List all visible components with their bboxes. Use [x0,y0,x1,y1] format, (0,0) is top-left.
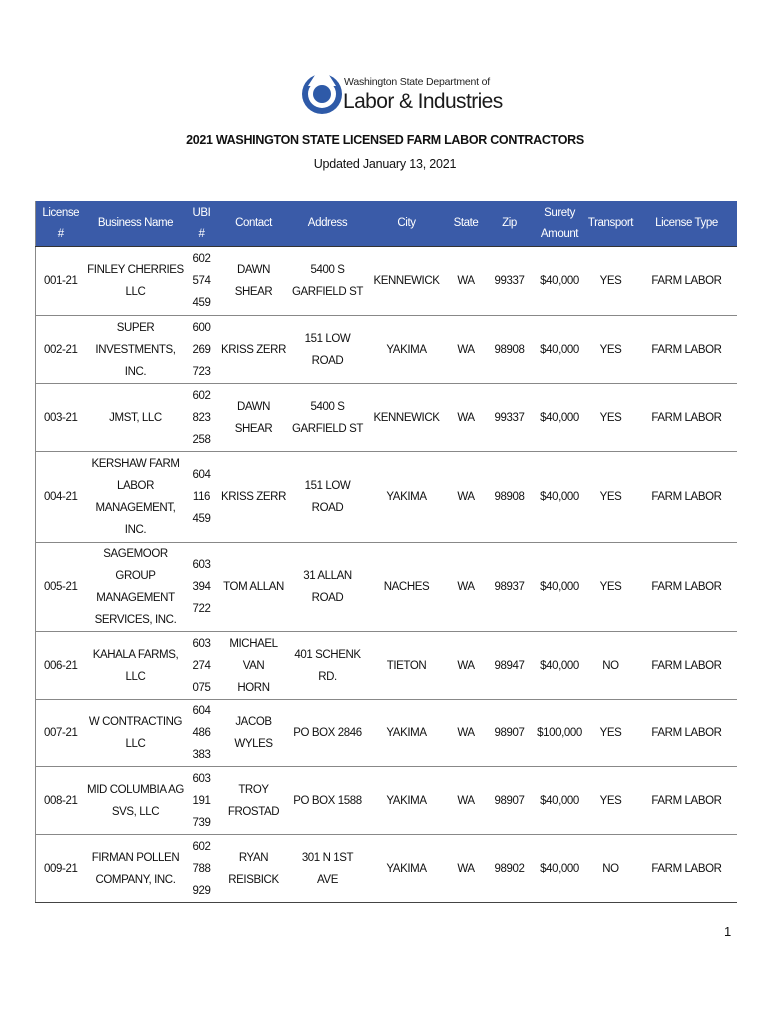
cell-zip [485,700,535,767]
cell-ubi-number [186,452,218,543]
cell-line: COMPANY, INC. [95,873,176,886]
cell-line: YAKIMA [386,343,427,356]
cell-line: W CONTRACTING [88,716,183,728]
cell-line: JACOB WYLES [234,716,273,750]
cell-business-name [86,767,186,835]
cell-address [290,632,366,700]
cell-line: YAKIMA [386,727,427,739]
cell-business-name [86,384,186,452]
cell-line: $40,000 [540,862,579,875]
cell-line: FARM LABOR [651,343,722,356]
cell-line: 151 LOW [304,480,351,492]
cell-line: YES [599,727,622,739]
cell-line: FARM LABOR [651,275,722,287]
table-header-row [36,201,737,247]
cell-line: $40,000 [540,275,579,287]
cell-line: KERSHAW FARM [91,458,180,470]
cell-line: Amount [540,227,579,240]
page-number: 1 [724,924,732,939]
cell-zip [485,543,535,632]
cell-line: TOM ALLAN [223,581,284,593]
column-header-state [448,201,485,247]
cell-line: WA [457,491,475,503]
cell-line: YES [599,411,622,424]
cell-line: SERVICES, INC. [94,614,177,626]
cell-license-type [637,452,737,543]
cell-line: Contact [235,217,272,229]
cell-line: FROSTAD [227,805,280,818]
cell-line: 604 [192,469,211,481]
cell-line: PO BOX 2846 [293,727,362,739]
cell-address [290,316,366,384]
cell-surety-amount [535,316,585,384]
cell-contact [218,384,290,452]
cell-contact [218,316,290,384]
cell-address [290,700,366,767]
cell-line: 401 SCHENK [294,648,361,661]
cell-line: KRISS ZERR [220,491,286,503]
cell-line: FARM LABOR [651,581,722,593]
cell-state [448,247,485,316]
cell-line: FARM LABOR [651,659,722,672]
cell-license-type [637,543,737,632]
table-row [36,247,737,316]
cell-license-number [36,835,86,903]
document-subtitle: Updated January 13, 2021 [313,157,457,171]
cell-address [290,247,366,316]
cell-line: WA [457,581,475,593]
cell-line: MANAGEMENT, [95,502,176,514]
cell-contact [218,835,290,903]
cell-surety-amount [535,452,585,543]
cell-license-number [36,632,86,700]
cell-ubi-number [186,543,218,632]
cell-line: 98908 [494,491,525,503]
cell-line: LLC [125,286,146,298]
cell-transport [585,384,637,452]
lni-logo [300,60,503,126]
table-row [36,700,737,767]
cell-transport [585,835,637,903]
cell-city [366,452,448,543]
cell-surety-amount [535,247,585,316]
cell-city [366,543,448,632]
cell-city [366,316,448,384]
cell-line: YAKIMA [386,794,427,807]
cell-line: LABOR [117,480,154,492]
table-row [36,452,737,543]
cell-line: 459 [192,297,211,309]
cell-city [366,384,448,452]
column-header-ubi-number [186,201,218,247]
cell-line: State [453,217,479,229]
cell-line: 98908 [494,343,525,356]
cell-contact [218,543,290,632]
cell-line: TROY [238,783,269,796]
cell-line: 723 [192,365,211,378]
cell-line: 383 [192,749,211,761]
cell-line: 98907 [494,727,525,739]
cell-state [448,316,485,384]
cell-line: FIRMAN POLLEN [91,851,180,864]
cell-ubi-number [186,247,218,316]
cell-line: YAKIMA [386,491,427,503]
cell-line: $40,000 [540,581,579,593]
cell-surety-amount [535,835,585,903]
cell-line: 788 [192,862,211,875]
cell-line: # [57,227,64,240]
cell-zip [485,835,535,903]
cell-line: $100,000 [537,727,582,739]
cell-line: 98907 [494,794,525,807]
cell-line: KAHALA FARMS, [92,648,179,661]
cell-line: FARM LABOR [651,491,722,503]
cell-line: 075 [192,681,211,694]
cell-line: 600 [192,321,211,334]
cell-line: License Type [655,217,718,229]
cell-contact [218,632,290,700]
cell-city [366,632,448,700]
cell-line: 269 [192,343,211,356]
cell-line: RYAN [238,851,269,864]
cell-line: 99337 [494,275,525,287]
cell-license-type [637,384,737,452]
cell-state [448,632,485,700]
cell-line: MICHAEL VAN [229,637,278,672]
cell-line: NO [602,862,619,875]
cell-address [290,452,366,543]
cell-line: WA [457,411,475,424]
cell-line: TIETON [386,659,427,672]
cell-ubi-number [186,700,218,767]
cell-contact [218,247,290,316]
cell-line: $40,000 [540,343,579,356]
cell-business-name [86,452,186,543]
cell-license-type [637,316,737,384]
cell-line: $40,000 [540,659,579,672]
cell-line: 301 N 1ST AVE [301,851,354,886]
cell-line: 98947 [494,659,525,672]
logo-department-text: Washington State Department of [344,76,490,88]
cell-city [366,835,448,903]
cell-line: Transport [587,217,634,229]
cell-state [448,543,485,632]
cell-line: ROAD [311,354,344,367]
logo-agency-name: Labor & Industries [343,90,503,113]
cell-line: PO BOX 1588 [293,794,362,807]
cell-transport [585,247,637,316]
cell-line: SUPER [116,321,155,334]
cell-surety-amount [535,767,585,835]
cell-line: FINLEY CHERRIES [87,264,184,276]
cell-line: 258 [192,433,211,446]
cell-line: YES [599,491,622,503]
cell-line: 603 [192,637,211,650]
cell-line: 394 [192,581,211,593]
cell-contact [218,700,290,767]
cell-line: UBI [192,206,211,219]
cell-transport [585,700,637,767]
cell-address [290,767,366,835]
cell-line: MID COLUMBIA AG [87,783,184,796]
cell-business-name [86,543,186,632]
column-header-surety-amount [535,201,585,247]
lni-emblem-icon [300,60,344,126]
column-header-transport [585,201,637,247]
cell-line: License [42,206,80,219]
column-header-zip [485,201,535,247]
cell-line: WA [457,275,475,287]
cell-line: $40,000 [540,491,579,503]
cell-transport [585,316,637,384]
cell-line: WA [457,794,475,807]
cell-line: SAGEMOOR GROUP [103,548,168,582]
table-row [36,384,737,452]
cell-line: GARFIELD ST [291,422,363,435]
cell-line: 116 [192,491,211,503]
column-header-business-name [86,201,186,247]
cell-address [290,835,366,903]
cell-transport [585,543,637,632]
cell-line: GARFIELD ST [291,286,363,298]
table-row [36,835,737,903]
column-header-license-number [36,201,86,247]
cell-line: SVS, LLC [111,805,160,818]
cell-line: 739 [192,816,211,829]
cell-line: 823 [192,411,211,424]
cell-line: $40,000 [540,411,579,424]
cell-city [366,700,448,767]
cell-line: HORN [237,681,270,694]
cell-line: Zip [502,217,517,229]
cell-line: YES [599,343,622,356]
cell-line: KRISS ZERR [220,343,286,356]
cell-line: INC. [124,524,147,536]
cell-line: YAKIMA [386,862,427,875]
cell-line: KENNEWICK [373,411,440,424]
cell-line: Surety [544,206,575,219]
table-row [36,316,737,384]
document-title: 2021 WASHINGTON STATE LICENSED FARM LABOR CONTRACTORS [186,133,584,147]
cell-line: REISBICK [228,873,279,886]
cell-line: 274 [192,659,211,672]
cell-ubi-number [186,384,218,452]
cell-line: 009-21 [44,862,78,875]
cell-license-number [36,384,86,452]
cell-line: FARM LABOR [651,794,722,807]
cell-line: 5400 S [310,264,345,276]
cell-surety-amount [535,543,585,632]
cell-line: MANAGEMENT [96,592,175,604]
contractors-table [35,201,737,903]
cell-line: 5400 S [310,400,345,413]
cell-city [366,767,448,835]
cell-license-number [36,700,86,767]
cell-state [448,835,485,903]
cell-surety-amount [535,632,585,700]
cell-license-type [637,247,737,316]
cell-line: WA [457,727,475,739]
table-row [36,543,737,632]
cell-state [448,700,485,767]
cell-license-type [637,632,737,700]
column-header-license-type [637,201,737,247]
cell-line: 006-21 [44,659,78,672]
cell-line: Address [307,217,348,229]
cell-line: 99337 [494,411,525,424]
cell-line: 007-21 [44,727,78,739]
cell-line: 151 LOW [304,332,351,345]
cell-line: $40,000 [540,794,579,807]
cell-zip [485,247,535,316]
cell-line: 602 [192,840,211,853]
cell-zip [485,767,535,835]
cell-ubi-number [186,767,218,835]
column-header-city [366,201,448,247]
cell-line: FARM LABOR [651,411,722,424]
cell-license-number [36,767,86,835]
cell-business-name [86,700,186,767]
cell-line: NACHES [383,581,430,593]
cell-license-number [36,452,86,543]
cell-line: Business Name [97,217,174,229]
cell-line: 001-21 [44,275,78,287]
cell-line: FARM LABOR [651,862,722,875]
cell-zip [485,384,535,452]
cell-line: City [397,217,416,229]
cell-line: 603 [192,559,211,571]
cell-license-number [36,316,86,384]
cell-line: NO [602,659,619,672]
cell-line: LLC [125,738,146,750]
cell-state [448,767,485,835]
cell-line: 004-21 [44,491,78,503]
cell-surety-amount [535,700,585,767]
cell-line: 98937 [494,581,525,593]
cell-line: LLC [125,670,146,683]
cell-business-name [86,316,186,384]
cell-transport [585,767,637,835]
cell-zip [485,632,535,700]
cell-contact [218,767,290,835]
cell-transport [585,632,637,700]
cell-line: 008-21 [44,794,78,807]
cell-line: YES [599,275,622,287]
cell-line: YES [599,794,622,807]
cell-line: DAWN SHEAR [234,264,273,298]
cell-line: 002-21 [44,343,78,356]
cell-line: 604 [192,705,211,717]
cell-transport [585,452,637,543]
cell-business-name [86,835,186,903]
cell-line: JMST, LLC [109,411,162,424]
cell-license-type [637,835,737,903]
cell-business-name [86,247,186,316]
cell-contact [218,452,290,543]
cell-line: WA [457,659,475,672]
cell-ubi-number [186,835,218,903]
cell-line: RD. [318,670,337,683]
cell-line: 722 [192,603,211,615]
cell-line: 602 [192,389,211,402]
cell-line: # [198,227,205,240]
cell-line: YES [599,581,622,593]
cell-line: 98902 [494,862,525,875]
cell-license-number [36,543,86,632]
cell-surety-amount [535,384,585,452]
cell-line: ROAD [311,502,344,514]
cell-zip [485,452,535,543]
cell-line: 005-21 [44,581,78,593]
cell-license-type [637,700,737,767]
cell-line: 003-21 [44,411,78,424]
cell-ubi-number [186,632,218,700]
cell-line: WA [457,343,475,356]
cell-business-name [86,632,186,700]
cell-city [366,247,448,316]
cell-line: 603 [192,772,211,785]
cell-line: INVESTMENTS, INC. [95,343,176,378]
column-header-contact [218,201,290,247]
cell-line: 191 [192,794,211,807]
cell-line: 602 [192,253,211,265]
cell-line: WA [457,862,475,875]
cell-line: 459 [192,513,211,525]
table-row [36,632,737,700]
cell-ubi-number [186,316,218,384]
cell-line: FARM LABOR [651,727,722,739]
cell-zip [485,316,535,384]
cell-line: 31 ALLAN [303,570,352,582]
cell-line: ROAD [311,592,344,604]
cell-state [448,384,485,452]
cell-address [290,384,366,452]
cell-license-number [36,247,86,316]
cell-line: DAWN SHEAR [234,400,273,435]
column-header-address [290,201,366,247]
cell-license-type [637,767,737,835]
cell-state [448,452,485,543]
cell-line: 486 [192,727,211,739]
cell-address [290,543,366,632]
cell-line: 929 [192,884,211,897]
cell-line: KENNEWICK [373,275,440,287]
cell-line: 574 [192,275,211,287]
table-row [36,767,737,835]
